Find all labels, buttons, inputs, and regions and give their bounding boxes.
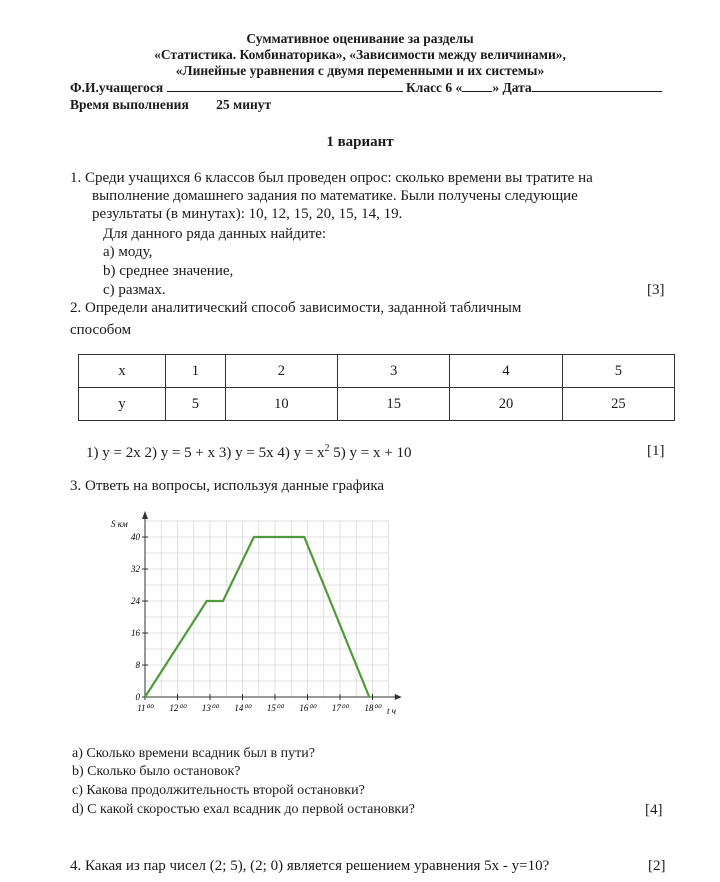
task2-options-tail: 5) y = x + 10 xyxy=(329,445,412,461)
task1-line1: 1. Среди учащихся 6 классов был проведен опрос: сколько времени вы тратите на xyxy=(70,170,593,186)
chart-y-label: S км xyxy=(111,519,128,529)
task3-question-b: b) Сколько было остановок? xyxy=(72,764,241,779)
table-cell: y xyxy=(79,388,166,421)
time-value: 25 минут xyxy=(216,97,272,112)
task1-score: [3] xyxy=(647,282,665,298)
y-tick-label: 0 xyxy=(135,692,140,702)
x-tick-label: 11⁰⁰ xyxy=(137,703,153,713)
table-cell: 1 xyxy=(166,355,226,388)
x-tick-label: 15⁰⁰ xyxy=(266,703,284,713)
x-tick-label: 13⁰⁰ xyxy=(201,703,219,713)
task4-text: 4. Какая из пар чисел (2; 5), (2; 0) является решением уравнения 5x - y=10? xyxy=(70,858,550,874)
table-cell: 10 xyxy=(225,388,337,421)
time-label: Время выполнения xyxy=(70,97,189,112)
task1-item-a: a) моду, xyxy=(103,244,153,260)
student-info-row xyxy=(70,79,662,96)
header-title-line2: «Статистика. Комбинаторика», «Зависимости между величинами», xyxy=(154,47,566,62)
header-title-line3: «Линейные уравнения с двумя переменными и их системы» xyxy=(175,63,545,78)
x-tick-label: 17⁰⁰ xyxy=(331,703,349,713)
chart-axes xyxy=(142,511,402,700)
date-label: Дата xyxy=(502,80,532,95)
x-tick-label: 16⁰⁰ xyxy=(299,703,316,713)
task1-item-b: b) среднее значение, xyxy=(103,263,234,279)
task3-score: [4] xyxy=(645,802,663,818)
task2-line2: способом xyxy=(70,322,132,338)
table-cell: 4 xyxy=(450,355,562,388)
table-cell: 20 xyxy=(450,388,562,421)
y-tick-label: 32 xyxy=(131,564,140,574)
y-axis-arrow xyxy=(142,511,148,519)
task3-question-d: d) С какой скоростью ехал всадник до первой остановки? xyxy=(72,802,415,817)
task2-options-exponent: 2 xyxy=(324,443,330,454)
x-axis-arrow xyxy=(395,694,402,700)
chart-grid xyxy=(145,521,389,697)
task3-title: 3. Ответь на вопросы, используя данные графика xyxy=(70,478,385,494)
table-cell: 5 xyxy=(562,355,674,388)
y-tick-label: 24 xyxy=(131,596,140,606)
x-tick-label: 18⁰⁰ xyxy=(364,703,381,713)
task2-line1: 2. Определи аналитический способ зависимости, заданной табличным xyxy=(70,300,522,316)
date-field[interactable] xyxy=(532,79,662,92)
task2-options xyxy=(86,443,411,462)
x-tick-label: 14⁰⁰ xyxy=(234,703,251,713)
class-label: Класс 6 « xyxy=(405,80,463,95)
time-row xyxy=(70,97,271,113)
class-close: » xyxy=(492,80,500,95)
table-cell: 25 xyxy=(562,388,674,421)
class-field[interactable] xyxy=(462,79,492,92)
student-name-field[interactable] xyxy=(167,79,403,92)
chart-x-label: t ч xyxy=(387,706,397,716)
function-table xyxy=(78,354,675,421)
task2-score: [1] xyxy=(647,443,665,459)
table-cell: x xyxy=(79,355,166,388)
table-cell: 2 xyxy=(225,355,337,388)
distance-time-chart xyxy=(105,508,405,723)
task4-score: [2] xyxy=(648,858,666,874)
table-cell: 5 xyxy=(166,388,226,421)
task1-line4: Для данного ряда данных найдите: xyxy=(103,226,327,242)
y-tick-label: 40 xyxy=(131,532,140,542)
header-title-line1: Суммативное оценивание за разделы xyxy=(246,31,474,46)
table-cell: 3 xyxy=(338,355,450,388)
task3-question-a: a) Сколько времени всадник был в пути? xyxy=(72,746,315,761)
x-tick-label: 12⁰⁰ xyxy=(169,703,186,713)
table-row-x xyxy=(79,355,675,388)
table-cell: 15 xyxy=(338,388,450,421)
task1-line2: выполнение домашнего задания по математике. Были получены следующие xyxy=(92,188,578,204)
task3-question-c: c) Какова продолжительность второй остановки? xyxy=(72,783,365,798)
table-row-y xyxy=(79,388,675,421)
variant-title: 1 вариант xyxy=(326,134,394,150)
student-name-label: Ф.И.учащегося xyxy=(70,80,164,95)
task1-line3: результаты (в минутах): 10, 12, 15, 20, 15, 14, 19. xyxy=(92,206,403,222)
task1-item-c: c) размах. xyxy=(103,282,166,298)
y-tick-label: 16 xyxy=(131,628,140,638)
y-tick-label: 8 xyxy=(135,660,140,670)
task2-options-text: 1) y = 2x 2) y = 5 + x 3) y = 5x 4) y = x xyxy=(86,445,325,461)
